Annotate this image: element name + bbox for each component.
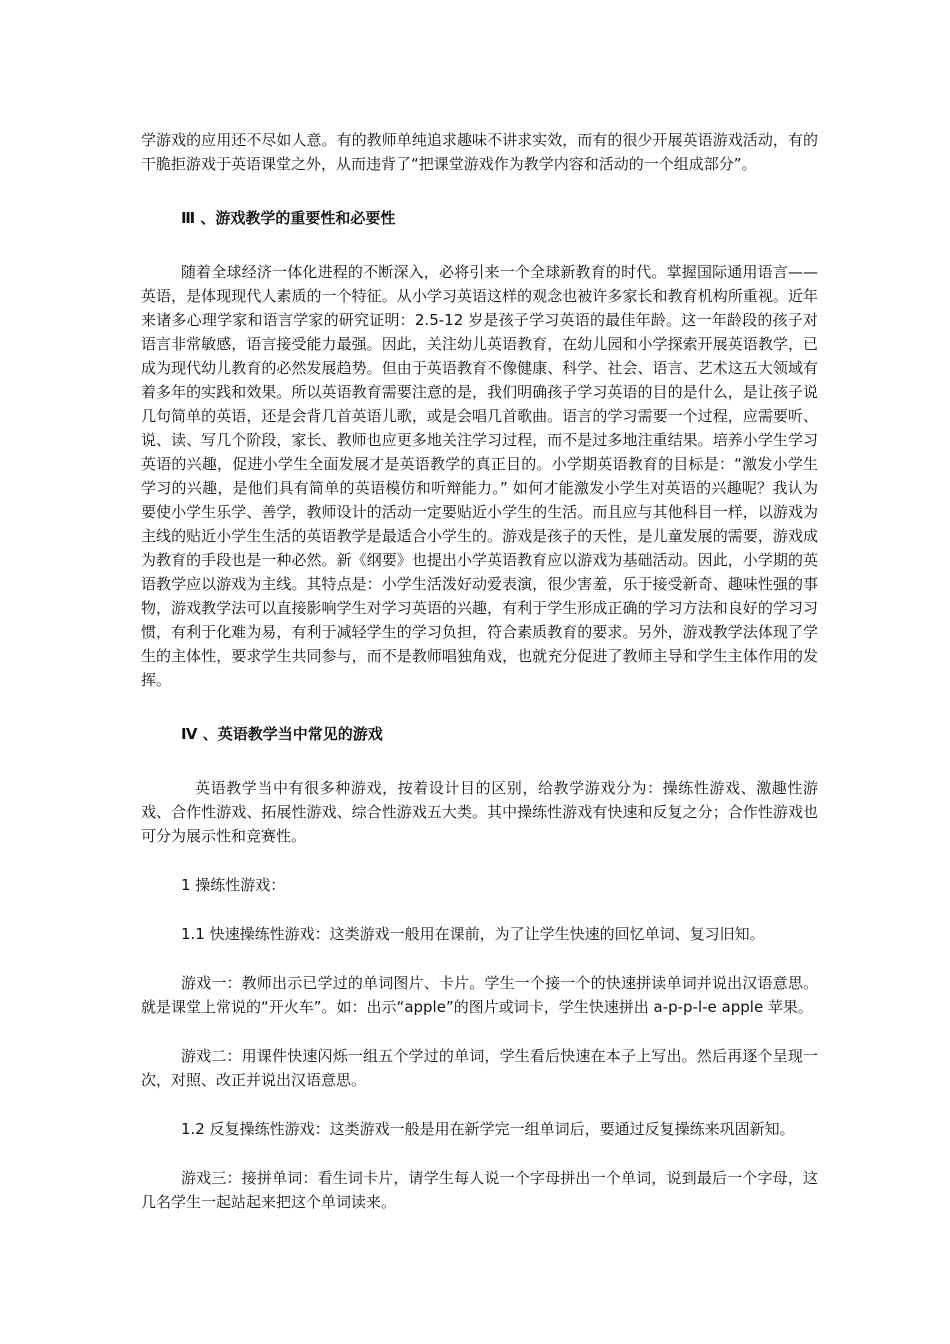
paragraph: 1.2 反复操练性游戏：这类游戏一般是用在新学完一组单词后，要通过反复操练来巩固新知。 xyxy=(181,1120,795,1138)
document-content xyxy=(141,128,818,1214)
paragraph: 学游戏的应用还不尽如人意。有的教师单纯追求趣味不讲求实效，而有的很少开展英语游戏活动，有的干脆拒游戏于英语课堂之外，从而违背了“把课堂游戏作为教学内容和活动的一个组成部分”。 xyxy=(141,131,818,173)
paragraph: 随着全球经济一体化进程的不断深入，必将引来一个全球新教育的时代。掌握国际通用语言——英语，是体现现代人素质的一个特征。从小学习英语这样的观念也被许多家长和教育机构所重视。近年来诸多心理学家和语言学家的研究证明：2.5-12 岁是孩子学习英语的最佳年龄。这一年龄段的孩子对语言非常敏感，语言接受能力最强。因此，关注幼儿英语教育，在幼儿园和小学探索开展英语教学，已成为现代幼儿教育的必然发展趋势。但由于英语教育不像健康、科学、社会、语言、艺术这五大领域有着多年的实践和效果。所以英语教育需要注意的是，我们明确孩子学习英语的目的是什么，是让孩子说几句简单的英语，还是会背几首英语儿歌，或是会唱几首歌曲。语言的学习需要一个过程，应需要听、说、读、写几个阶段，家长、教师也应更多地关注学习过程，而不是过多地注重结果。培养小学生学习英语的兴趣，促进小学生全面发展才是英语教学的真正目的。小学期英语教育的目标是：“激发小学生学习的兴趣，是他们具有简单的英语模仿和听辩能力。” 如何才能激发小学生对英语的兴趣呢？我认为要使小学生乐学、善学，教师设计的活动一定要贴近小学生的生活。而且应与其他科目一样，以游戏为主线的贴近小学生生活的英语教学是最适合小学生的。游戏是孩子的天性，是儿童发展的需要，游戏成为教育的手段也是一种必然。新《纲要》也提出小学英语教育应以游戏为基础活动。因此，小学期的英语教学应以游戏为主线。其特点是：小学生活泼好动爱表演，很少害羞，乐于接受新奇、趣味性强的事物，游戏教学法可以直接影响学生对学习英语的兴趣，有利于学生形成正确的学习方法和良好的学习习惯，有利于化难为易，有利于减轻学生的学习负担，符合素质教育的要求。另外，游戏教学法体现了学生的主体性，要求学生共同参与，而不是教师唱独角戏，也就充分促进了教师主导和学生主体作用的发挥。 xyxy=(141,263,818,689)
section-heading: Ⅳ 、英语教学当中常见的游戏 xyxy=(181,725,383,743)
paragraph: 1 操练性游戏： xyxy=(181,876,286,894)
paragraph: 1.1 快速操练性游戏：这类游戏一般用在课前，为了让学生快速的回忆单词、复习旧知。 xyxy=(181,925,765,943)
paragraph: 游戏三：接拼单词：看生词卡片，请学生每人说一个字母拼出一个单词，说到最后一个字母，这几名学生一起站起来把这个单词读来。 xyxy=(141,1169,818,1211)
paragraph: 游戏二：用课件快速闪烁一组五个学过的单词，学生看后快速在本子上写出。然后再逐个呈现一次，对照、改正并说出汉语意思。 xyxy=(141,1047,818,1089)
paragraph: 游戏一：教师出示已学过的单词图片、卡片。学生一个接一个的快速拼读单词并说出汉语意思。就是课堂上常说的“开火车”。如：出示“apple”的图片或词卡，学生快速拼出 a-p-p-l-e apple 苹果。 xyxy=(141,974,818,1016)
section-heading: Ⅲ 、游戏教学的重要性和必要性 xyxy=(181,209,396,227)
paragraph: 英语教学当中有很多种游戏，按着设计目的区别，给教学游戏分为：操练性游戏、激趣性游戏、合作性游戏、拓展性游戏、综合性游戏五大类。其中操练性游戏有快速和反复之分；合作性游戏也可分为展示性和竞赛性。 xyxy=(141,779,818,845)
